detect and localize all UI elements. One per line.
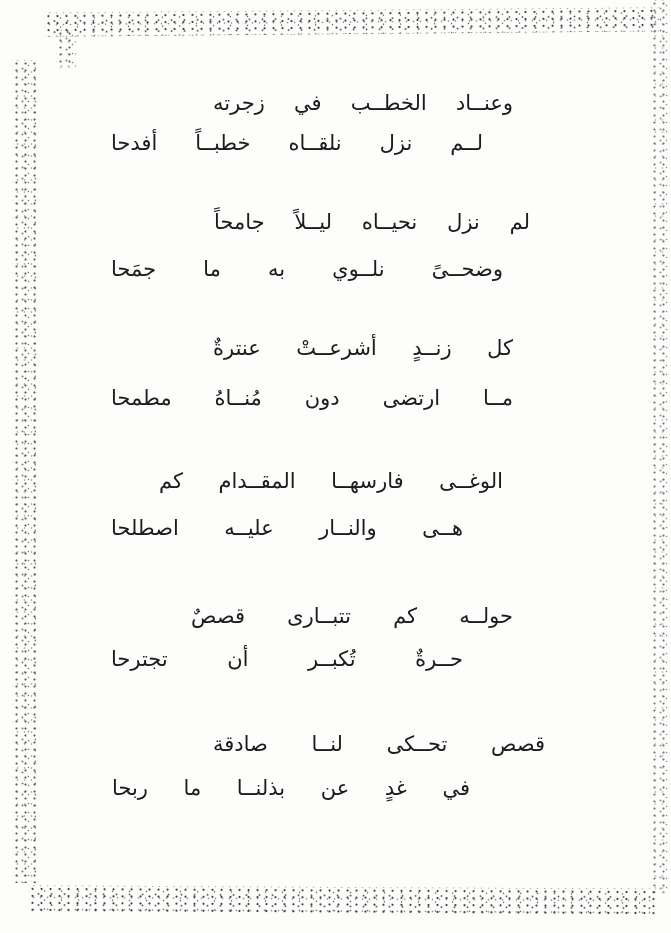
scan-noise-bottom-band xyxy=(28,885,655,914)
poem-line-couplet3-second: مــا ارتضى دون مُنــاهُ مطمحا xyxy=(111,386,513,410)
scan-noise-right-band xyxy=(650,0,669,893)
poem-line-couplet6-second: في غدٍ عن بذلنــا ما ربحا xyxy=(112,776,470,800)
poem-line-couplet2-first: لم نزل نحيــاه ليــلاً جامحاً xyxy=(214,210,530,234)
poem-line-couplet4-first: الوغــى فارسهــا المقــدام كم xyxy=(159,469,503,493)
poem-line-couplet3-first: كل زنــدٍ أشرعــتْ عنترةٌ xyxy=(213,336,513,360)
poem-line-couplet2-second: وضحــىً نلــوي به ما جمَحا xyxy=(111,257,503,281)
poem-line-couplet1-first: وعنــاد الخطــب في زجرته xyxy=(213,91,513,115)
scan-noise-top-left-tail xyxy=(56,30,76,68)
poem-line-couplet4-second: هــى والنــار عليــه اصطلحا xyxy=(111,516,463,540)
scan-noise-left-band xyxy=(12,60,36,883)
poem-line-couplet5-first: حولــه كم تتبــارى قصصٌ xyxy=(191,604,513,628)
scan-noise-top-band xyxy=(44,7,659,36)
poem-line-couplet5-second: حــرةٌ تُكبــر أن تجترحا xyxy=(111,647,463,671)
poem-line-couplet1-second: لــم نزل نلقــاه خطبــاً أفدحا xyxy=(111,131,483,155)
poem-line-couplet6-first: قصص تحــكى لنــا صادقة xyxy=(213,732,545,756)
